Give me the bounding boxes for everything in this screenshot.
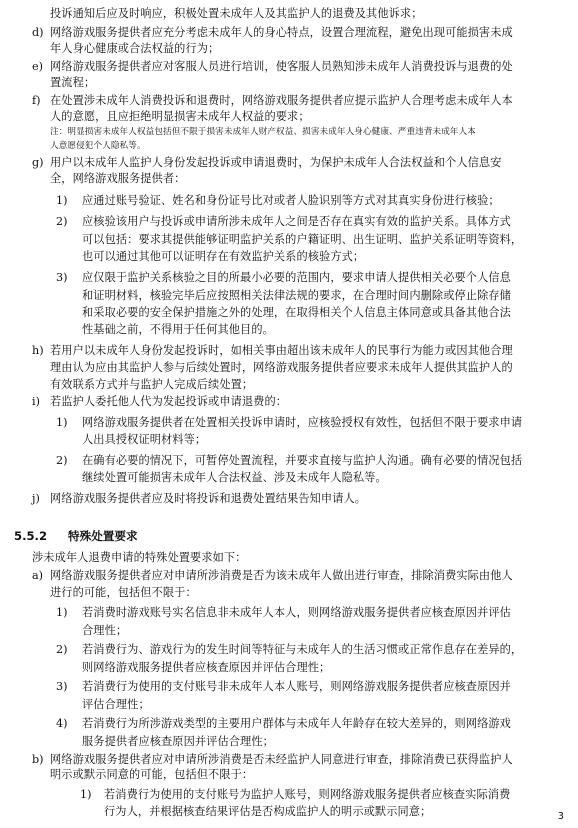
- text-line: 网络游戏服务提供者应对申请所涉消费是否未经监护人同意进行审查，排除消费已获得监护人: [50, 752, 513, 766]
- text-line: 年人身心健康或合法权益的行为；: [50, 41, 220, 55]
- text-line: 应核验该用户与投诉或申请所涉未成年人之间是否存在真实有效的监护关系。具体方式: [82, 215, 511, 229]
- list-marker: j): [32, 491, 40, 505]
- list-marker: a): [32, 569, 44, 583]
- text-line: 理由认为应由其监护人参与后续处置时，网络游戏服务提供者应要求未成年人提供其监护人的: [50, 360, 513, 374]
- text-line: 服务提供者应核查原因并评估合理性；: [82, 734, 274, 748]
- text-line: 网络游戏服务提供者应对申请所涉消费是否为该未成年人做出进行审查，排除消费实际由他人: [50, 569, 513, 583]
- text-line: 网络游戏服务提供者在处置相关投诉申请时，应核验授权有效性，包括但不限于要求申请: [82, 415, 523, 429]
- text-line: 应通过账号验证、姓名和身份证号比对或者人脸识别等方式对其真实身份进行核验；: [82, 193, 500, 207]
- text-line: 若监护人委托他人代为发起投诉或申请退费的：: [50, 394, 288, 408]
- list-marker: e): [32, 59, 43, 73]
- sublist-marker: 3): [56, 680, 68, 694]
- text-line: 网络游戏服务提供者应对客服人员进行培训，使客服人员熟知涉未成年人消费投诉与退费的处: [50, 59, 513, 73]
- text-line: 继续处置可能损害未成年人合法权益、涉及未成年人隐私等。: [82, 470, 387, 484]
- sublist-marker: 2): [56, 453, 68, 467]
- text-line: 评估合理性；: [82, 697, 150, 711]
- text-line: 若消费行为所涉游戏类型的主要用户群体与未成年人年龄存在较大差异的，则网络游戏: [82, 717, 511, 731]
- sublist-marker: 2): [56, 643, 68, 657]
- text-line: 若消费时游戏账号实名信息非未成年人本人，则网络游戏服务提供者应核查原因并评估: [82, 606, 511, 620]
- sublist-marker: 1): [56, 193, 68, 207]
- sublist-marker: 2): [56, 215, 68, 229]
- text-line: 在确有必要的情况下，可暂停处置流程，并要求直接与监护人沟通。确有必要的情况包括: [82, 453, 523, 467]
- text-line: 明示或默示同意的可能，包括但不限于：: [50, 767, 254, 781]
- text-line: 行为人，并根据核查结果评估是否构成监护人的明示或默示同意；: [104, 804, 432, 818]
- sublist-marker: 3): [56, 271, 68, 285]
- text-line: 人的意愿，且应拒绝明显损害未成年人权益的要求；: [50, 110, 310, 124]
- text-line: 和采取必要的安全保护措施之外的处理，在取得相关个人信息主体同意或具备其他合法: [82, 305, 511, 319]
- list-marker: d): [32, 25, 44, 39]
- text-line: 性基础之前，不得用于任何其他目的。: [82, 322, 274, 336]
- text-line: 网络游戏服务提供者应及时将投诉和退费处置结果告知申请人。: [50, 491, 367, 505]
- text-line: 涉未成年人退费申请的特殊处置要求如下：: [32, 551, 247, 565]
- list-marker: f): [32, 93, 41, 107]
- text-line: 置流程；: [50, 75, 96, 89]
- text-line: 若消费行为、游戏行为的发生时间等特征与未成年人的生活习惯或正常作息存在差异的，: [82, 643, 523, 657]
- text-line: 全，网络游戏服务提供者：: [50, 171, 186, 185]
- text-line: 和证明材料，核验完毕后应按照相关法律法规的要求，在合理时间内删除或停止除存储: [82, 288, 511, 302]
- list-marker: g): [32, 155, 44, 169]
- section-number: 5.5.2: [14, 528, 48, 543]
- text-line: 在处置涉未成年人消费投诉和退费时，网络游戏服务提供者应提示监护人合理考虑未成年人本: [50, 93, 513, 107]
- note-line: 注：明显损害未成年人权益包括但不限于损害未成年人财产权益、损害未成年人身心健康、严重违背未成年人本: [50, 127, 476, 138]
- text-line: 用户以未成年人监护人身份发起投诉或申请退费时，为保护未成年人合法权益和个人信息安: [50, 155, 502, 169]
- sublist-marker: 1): [56, 606, 68, 620]
- text-line: 则网络游戏服务提供者应核查原因并评估合理性；: [82, 660, 331, 674]
- text-line: 合理性；: [82, 623, 128, 637]
- page-number: 3: [557, 811, 564, 822]
- text-line: 网络游戏服务提供者应充分考虑未成年人的身心特点，设置合理流程，避免出现可能损害未成: [50, 25, 513, 39]
- list-marker: b): [32, 752, 44, 766]
- text-line: 投诉通知后应及时响应，积极处置未成年人及其监护人的退费及其他诉求；: [50, 6, 423, 20]
- sublist-marker: 4): [56, 717, 68, 731]
- sublist-marker: 1): [80, 787, 92, 801]
- text-line: 也可以通过其他可以证明存在有效监护关系的核验方式；: [82, 249, 365, 263]
- text-line: 若用户以未成年人身份发起投诉时，如相关事由超出该未成年人的民事行为能力或因其他合理: [50, 343, 513, 357]
- list-marker: h): [32, 343, 44, 357]
- text-line: 可以包括：要求其提供能够证明监护关系的户籍证明、出生证明、监护关系证明等资料，: [82, 232, 523, 246]
- text-line: 人出具授权证明材料等；: [82, 432, 207, 446]
- text-line: 应仅限于监护关系核验之目的所最小必要的范围内，要求申请人提供相关必要个人信息: [82, 271, 511, 285]
- text-line: 有效联系方式并与监护人完成后续处置；: [50, 377, 254, 391]
- section-title: 特殊处置要求: [68, 528, 138, 543]
- note-line: 人意愿侵犯个人隐私等。: [50, 140, 146, 151]
- text-line: 若消费行为使用的支付账号非未成年人本人账号，则网络游戏服务提供者应核查原因并: [82, 680, 511, 694]
- text-line: 若消费行为使用的支付账号为监护人账号，则网络游戏服务提供者应核查实际消费: [104, 787, 511, 801]
- text-line: 进行的可能，包括但不限于：: [50, 585, 197, 599]
- sublist-marker: 1): [56, 415, 68, 429]
- list-marker: i): [32, 394, 40, 408]
